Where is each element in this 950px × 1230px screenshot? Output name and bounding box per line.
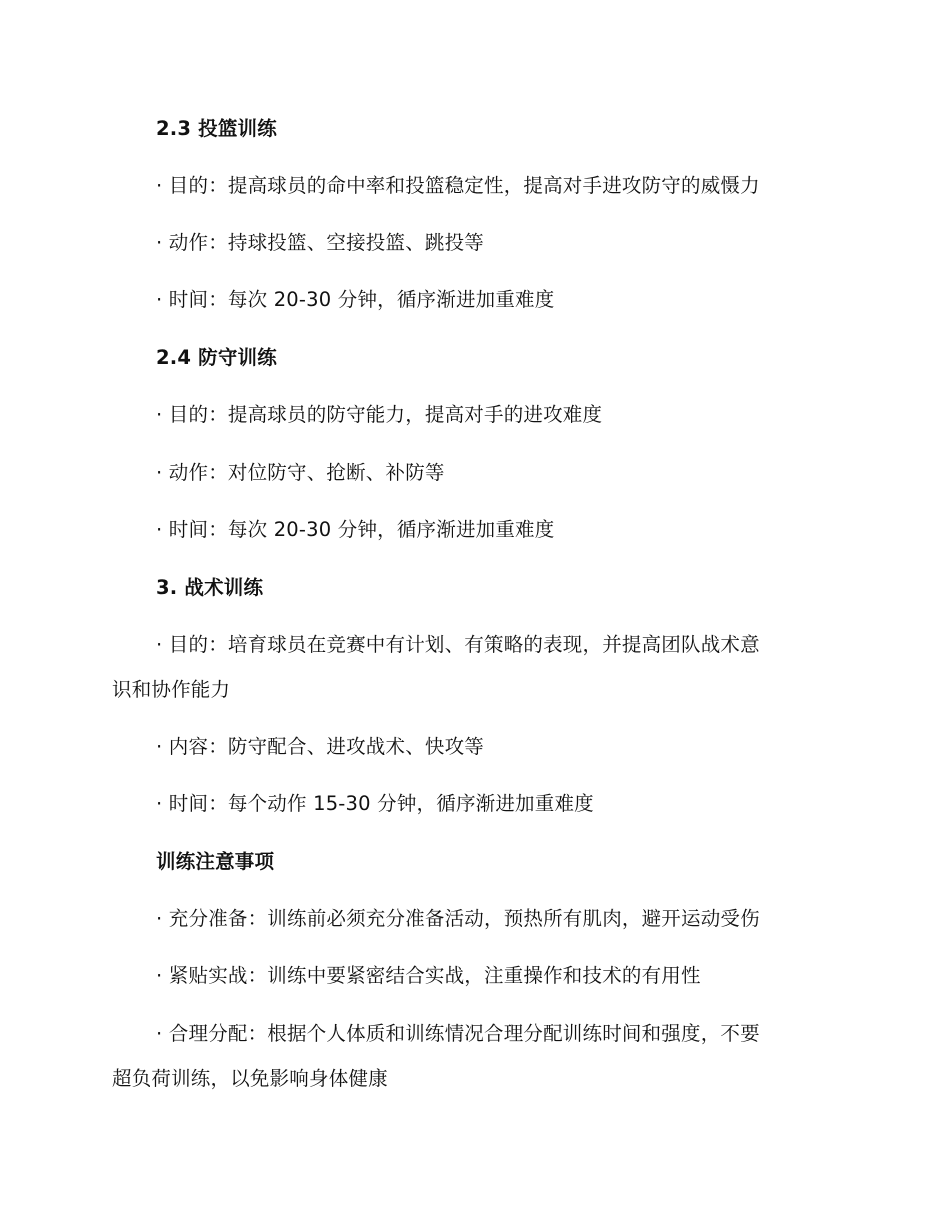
list-item: · 动作：对位防守、抢断、补防等 [156,461,445,484]
section-heading: 训练注意事项 [156,850,275,873]
section-heading: 2.3 投篮训练 [156,117,277,140]
section-heading: 3. 战术训练 [156,576,264,599]
list-item: · 动作：持球投篮、空接投篮、跳投等 [156,231,484,254]
list-item: · 目的：培育球员在竞赛中有计划、有策略的表现，并提高团队战术意 [156,633,760,656]
list-item: · 充分准备：训练前必须充分准备活动，预热所有肌肉，避开运动受伤 [156,907,760,930]
list-item: · 目的：提高球员的命中率和投篮稳定性，提高对手进攻防守的威慑力 [156,174,760,197]
list-item: · 时间：每个动作 15-30 分钟，循序渐进加重难度 [156,792,594,815]
list-item-continuation: 识和协作能力 [112,678,231,701]
list-item: · 合理分配：根据个人体质和训练情况合理分配训练时间和强度，不要 [156,1022,760,1045]
list-item: · 内容：防守配合、进攻战术、快攻等 [156,735,484,758]
list-item-continuation: 超负荷训练，以免影响身体健康 [112,1067,388,1090]
list-item: · 时间：每次 20-30 分钟，循序渐进加重难度 [156,518,555,541]
list-item: · 紧贴实战：训练中要紧密结合实战，注重操作和技术的有用性 [156,964,701,987]
list-item: · 目的：提高球员的防守能力，提高对手的进攻难度 [156,403,603,426]
section-heading: 2.4 防守训练 [156,346,277,369]
list-item: · 时间：每次 20-30 分钟，循序渐进加重难度 [156,288,555,311]
